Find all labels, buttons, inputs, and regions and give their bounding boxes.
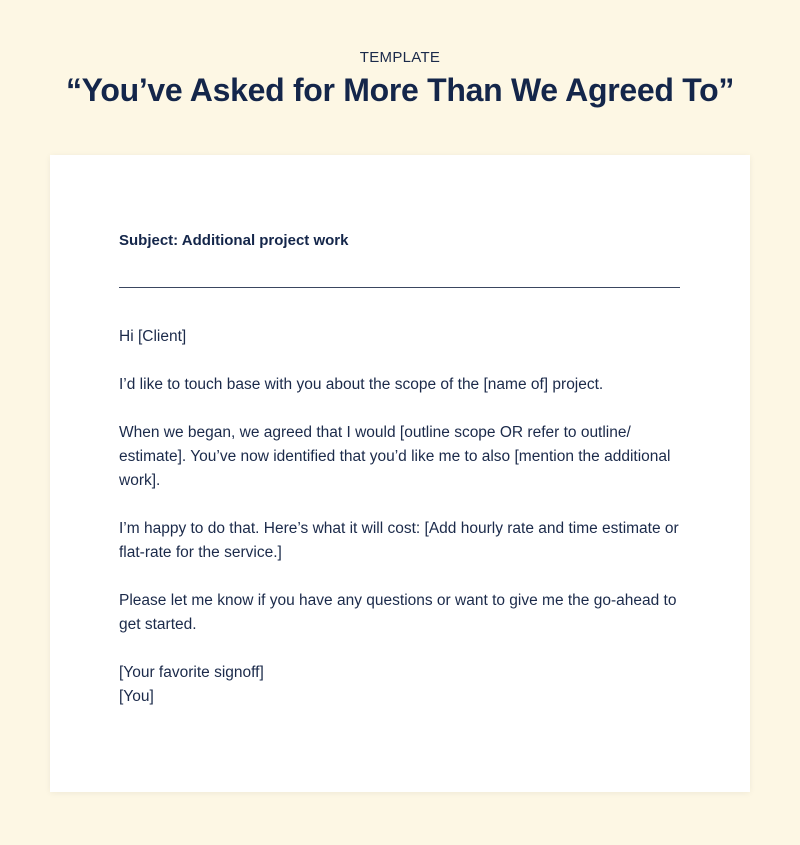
email-signoff: [Your favorite signoff] (119, 664, 264, 681)
email-body (119, 325, 684, 709)
email-greeting: Hi [Client] (119, 328, 187, 345)
template-card (50, 155, 750, 792)
email-subject: Subject: Additional project work (119, 232, 349, 249)
email-paragraph: I’d like to touch base with you about the scope of the [name of] project. (119, 376, 604, 393)
email-paragraph: When we began, we agreed that I would [outline scope OR refer to outline/ estimate]. You’ve now identified that you’d like me to also [mention the additional work]. (119, 424, 671, 489)
email-paragraph: I’m happy to do that. Here’s what it will cost: [Add hourly rate and time estimate or flat-rate for the service.] (119, 520, 679, 561)
email-paragraph: Please let me know if you have any questions or want to give me the go-ahead to get started. (119, 592, 677, 633)
divider (119, 287, 680, 288)
eyebrow-label: TEMPLATE (359, 49, 441, 66)
email-signature: [You] (119, 688, 154, 705)
page-title: “You’ve Asked for More Than We Agreed To” (65, 72, 735, 108)
